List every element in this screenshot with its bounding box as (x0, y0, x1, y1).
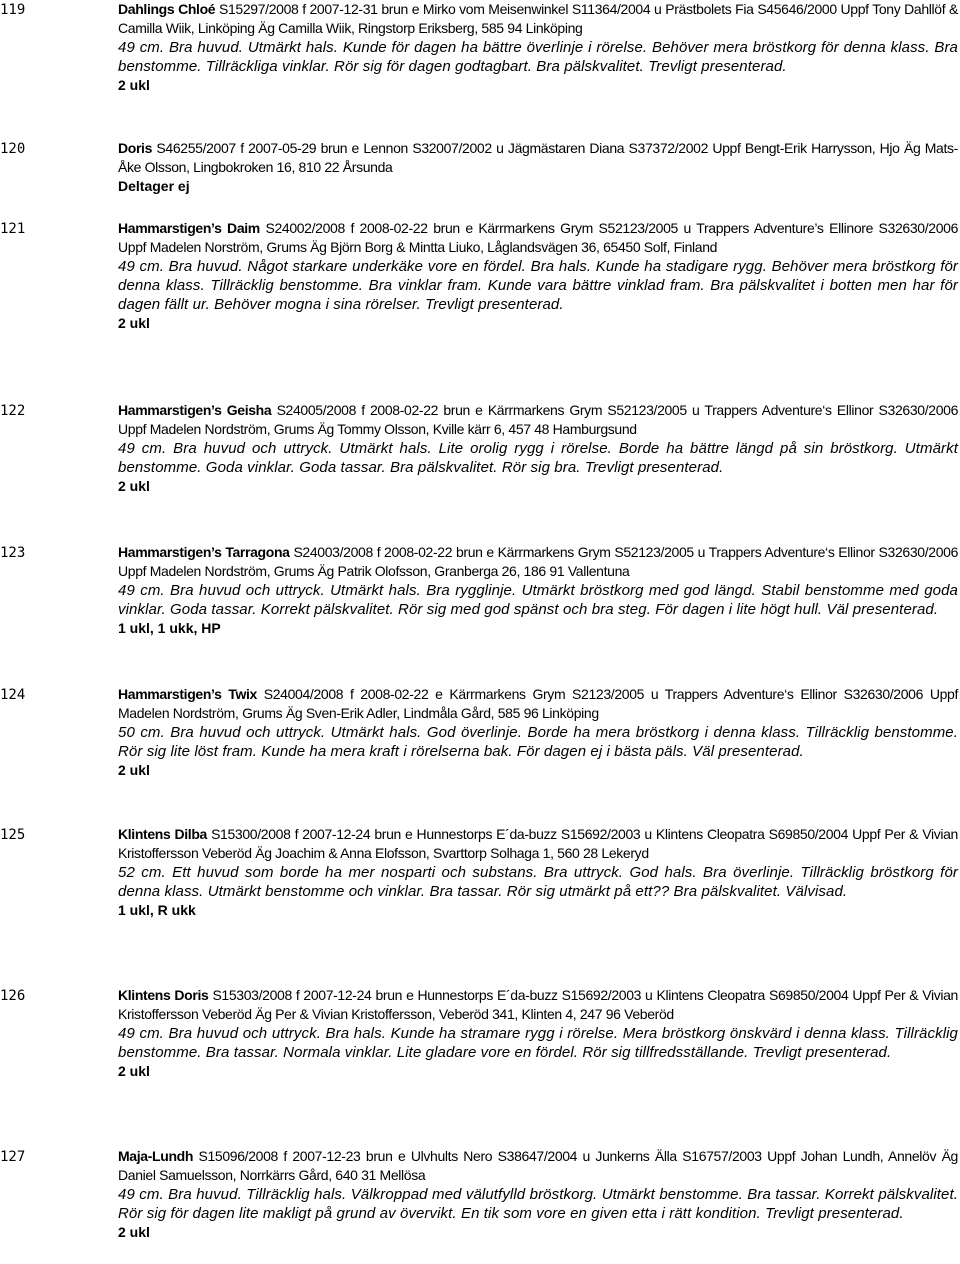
dog-details: S24003/2008 f 2008-02-22 brun e Kärrmarkens Grym S52123/2005 u Trappers Adventure‘s Ellinor S32630/2006 Uppf Madelen Nordström, Grums Äg Patrik Olofsson, Granberga 26, 186 91 Vallentuna (118, 544, 959, 579)
judge-critique: 49 cm. Bra huvud och uttryck. Utmärkt hals. Lite orolig rygg i rörelse. Borde ha bättre längd på sin bröstkorg. Utmärkt benstomme. Goda vinklar. Goda tassar. Bra pälskvalitet. Rör sig bra. Trevligt presenterad. (118, 440, 958, 476)
dog-entry (0, 219, 960, 333)
entry-content (118, 543, 958, 638)
entry-number: 126 (0, 988, 26, 1004)
entry-number: 121 (0, 221, 26, 237)
dog-entry (0, 401, 960, 496)
award-result: 2 ukl (118, 762, 150, 778)
dog-details: S24002/2008 f 2008-02-22 brun e Kärrmarkens Grym S52123/2005 u Trappers Adventure’s Ellinore S32630/2006 Uppf Madelen Norström, Grums Äg Björn Borg & Mintta Liuko, Låglandsvägen 36, 65450 Solf, Finland (118, 220, 959, 255)
award-result: Deltager ej (118, 178, 190, 194)
entry-header (118, 685, 958, 723)
entry-content (118, 0, 958, 95)
entry-number: 124 (0, 687, 26, 703)
dog-details: S15096/2008 f 2007-12-23 brun e Ulvhults Nero S38647/2004 u Junkerns Älla S16757/2003 Uppf Johan Lundh, Annelöv Äg Daniel Samuelsson, Norrkärrs Gård, 640 31 Mellösa (118, 1148, 958, 1183)
dog-name: Hammarstigen’s Geisha (118, 402, 272, 418)
dog-entry (0, 825, 960, 920)
entry-header (118, 0, 958, 38)
entry-content (118, 1147, 958, 1242)
entry-content (118, 825, 958, 920)
entry-header (118, 1147, 958, 1185)
judge-critique: 49 cm. Bra huvud. Utmärkt hals. Kunde för dagen ha bättre överlinje i rörelse. Behöver mera bröstkorg för denna klass. Bra benstomme. Tillräckliga vinklar. Rör sig för dagen godtagbart. Bra pälskvalitet. Trevligt presenterad. (118, 39, 958, 75)
award-result: 1 ukl, 1 ukk, HP (118, 620, 221, 636)
award-result: 2 ukl (118, 1224, 150, 1240)
dog-details: S15303/2008 f 2007-12-24 brun e Hunnestorps E´da-buzz S15692/2003 u Klintens Cleopatra S69850/2004 Uppf Per & Vivian Kristoffersson Veberöd Äg Per & Vivian Kristoffersson, Veberöd 341, Klinten 4, 247 96 Veberöd (118, 987, 958, 1022)
entry-header (118, 401, 958, 439)
entry-number: 119 (0, 2, 26, 18)
entry-header (118, 139, 958, 177)
entry-content (118, 219, 958, 333)
judge-critique: 50 cm. Bra huvud och uttryck. Utmärkt hals. God överlinje. Borde ha mera bröstkorg i denna klass. Tillräcklig benstomme. Rör sig lite löst fram. Kunde ha mera kraft i rörelserna bak. För dagen ej i bästa päls. Väl presenterad. (118, 724, 958, 760)
entry-header (118, 219, 958, 257)
dog-entry (0, 986, 960, 1081)
judge-critique: 49 cm. Bra huvud. Något starkare underkäke vore en fördel. Bra hals. Kunde ha stadigare rygg. Behöver mera bröstkorg för denna klass. Tillräcklig benstomme. Bra vinklar fram. Kunde vara bättre vinklad fram. Bra pälskvalitet i botten men har för dagen fällt ur. Behöver mogna i sina rörelser. Trevligt presenterad. (118, 258, 958, 313)
entry-number: 120 (0, 141, 26, 157)
entry-content (118, 685, 958, 780)
award-result: 2 ukl (118, 478, 150, 494)
entry-number: 122 (0, 403, 26, 419)
dog-entry (0, 139, 960, 196)
dog-details: S15297/2008 f 2007-12-31 brun e Mirko vom Meisenwinkel S11364/2004 u Prästbolets Fia S45646/2000 Uppf Tony Dahllöf & Camilla Wiik, Linköping Äg Camilla Wiik, Ringstorp Eriksberg, 585 94 Linköping (118, 1, 958, 36)
entry-content (118, 139, 958, 196)
dog-name: Hammarstigen’s Twix (118, 686, 257, 702)
award-result: 2 ukl (118, 315, 150, 331)
dog-name: Maja-Lundh (118, 1148, 194, 1164)
judge-critique: 49 cm. Bra huvud. Tillräcklig hals. Välkroppad med välutfylld bröstkorg. Utmärkt benstomme. Bra tassar. Korrekt pälskvalitet. Rör sig för dagen lite makligt på grund av övervikt. En tik som vore en given etta i rätt kondition. Trevligt presenterad. (118, 1186, 958, 1222)
dog-name: Klintens Doris (118, 987, 209, 1003)
award-result: 1 ukl, R ukk (118, 902, 196, 918)
dog-details: S46255/2007 f 2007-05-29 brun e Lennon S32007/2002 u Jägmästaren Diana S37372/2002 Uppf Bengt-Erik Harrysson, Hjo Äg Mats-Åke Olsson, Lingbokroken 16, 810 22 Årsunda (118, 140, 958, 175)
entry-content (118, 986, 958, 1081)
judge-critique: 49 cm. Bra huvud och uttryck. Utmärkt hals. Bra rygglinje. Utmärkt bröstkorg med god längd. Stabil benstomme med goda vinklar. Goda tassar. Korrekt pälskvalitet. Rör sig med god spänst och bra steg. För dagen i lite högt hull. Väl presenterad. (118, 582, 958, 618)
entry-header (118, 986, 958, 1024)
award-result: 2 ukl (118, 1063, 150, 1079)
dog-name: Hammarstigen’s Tarragona (118, 544, 290, 560)
dog-name: Klintens Dilba (118, 826, 207, 842)
dog-entry (0, 685, 960, 780)
entry-number: 127 (0, 1149, 26, 1165)
entry-number: 123 (0, 545, 26, 561)
entry-content (118, 401, 958, 496)
judge-critique: 52 cm. Ett huvud som borde ha mer nosparti och substans. Bra uttryck. God hals. Bra överlinje. Tillräcklig bröstkorg för denna klass. Utmärkt benstomme och vinklar. Bra tassar. Rör sig utmärkt på ett?? Bra pälskvalitet. Välvisad. (118, 864, 958, 900)
dog-details: S24004/2008 f 2008-02-22 e Kärrmarkens Grym S2123/2005 u Trappers Adventure‘s Ellinor S32630/2006 Uppf Madelen Nordström, Grums Äg Sven-Erik Adler, Lindmåla Gård, 585 96 Linköping (118, 686, 958, 721)
entry-header (118, 543, 958, 581)
dog-entry (0, 543, 960, 638)
dog-entry (0, 0, 960, 95)
dog-details: S24005/2008 f 2008-02-22 brun e Kärrmarkens Grym S52123/2005 u Trappers Adventure‘s Ellinor S32630/2006 Uppf Madelen Nordström, Grums Äg Tommy Olsson, Kville kärr 6, 457 48 Hamburgsund (118, 402, 959, 437)
dog-entry (0, 1147, 960, 1242)
dog-details: S15300/2008 f 2007-12-24 brun e Hunnestorps E´da-buzz S15692/2003 u Klintens Cleopatra S69850/2004 Uppf Per & Vivian Kristoffersson Veberöd Äg Joachim & Anna Elofsson, Svarttorp Solhaga 1, 560 28 Lekeryd (118, 826, 958, 861)
judge-critique: 49 cm. Bra huvud och uttryck. Bra hals. Kunde ha stramare rygg i rörelse. Mera bröstkorg önskvärd i denna klass. Tillräcklig benstomme. Bra tassar. Normala vinklar. Lite gladare vore en fördel. Rör sig tillfredsställande. Trevligt presenterad. (118, 1025, 958, 1061)
entry-number: 125 (0, 827, 26, 843)
dog-name: Doris (118, 140, 153, 156)
dog-name: Dahlings Chloé (118, 1, 216, 17)
award-result: 2 ukl (118, 77, 150, 93)
entry-header (118, 825, 958, 863)
dog-name: Hammarstigen’s Daim (118, 220, 260, 236)
